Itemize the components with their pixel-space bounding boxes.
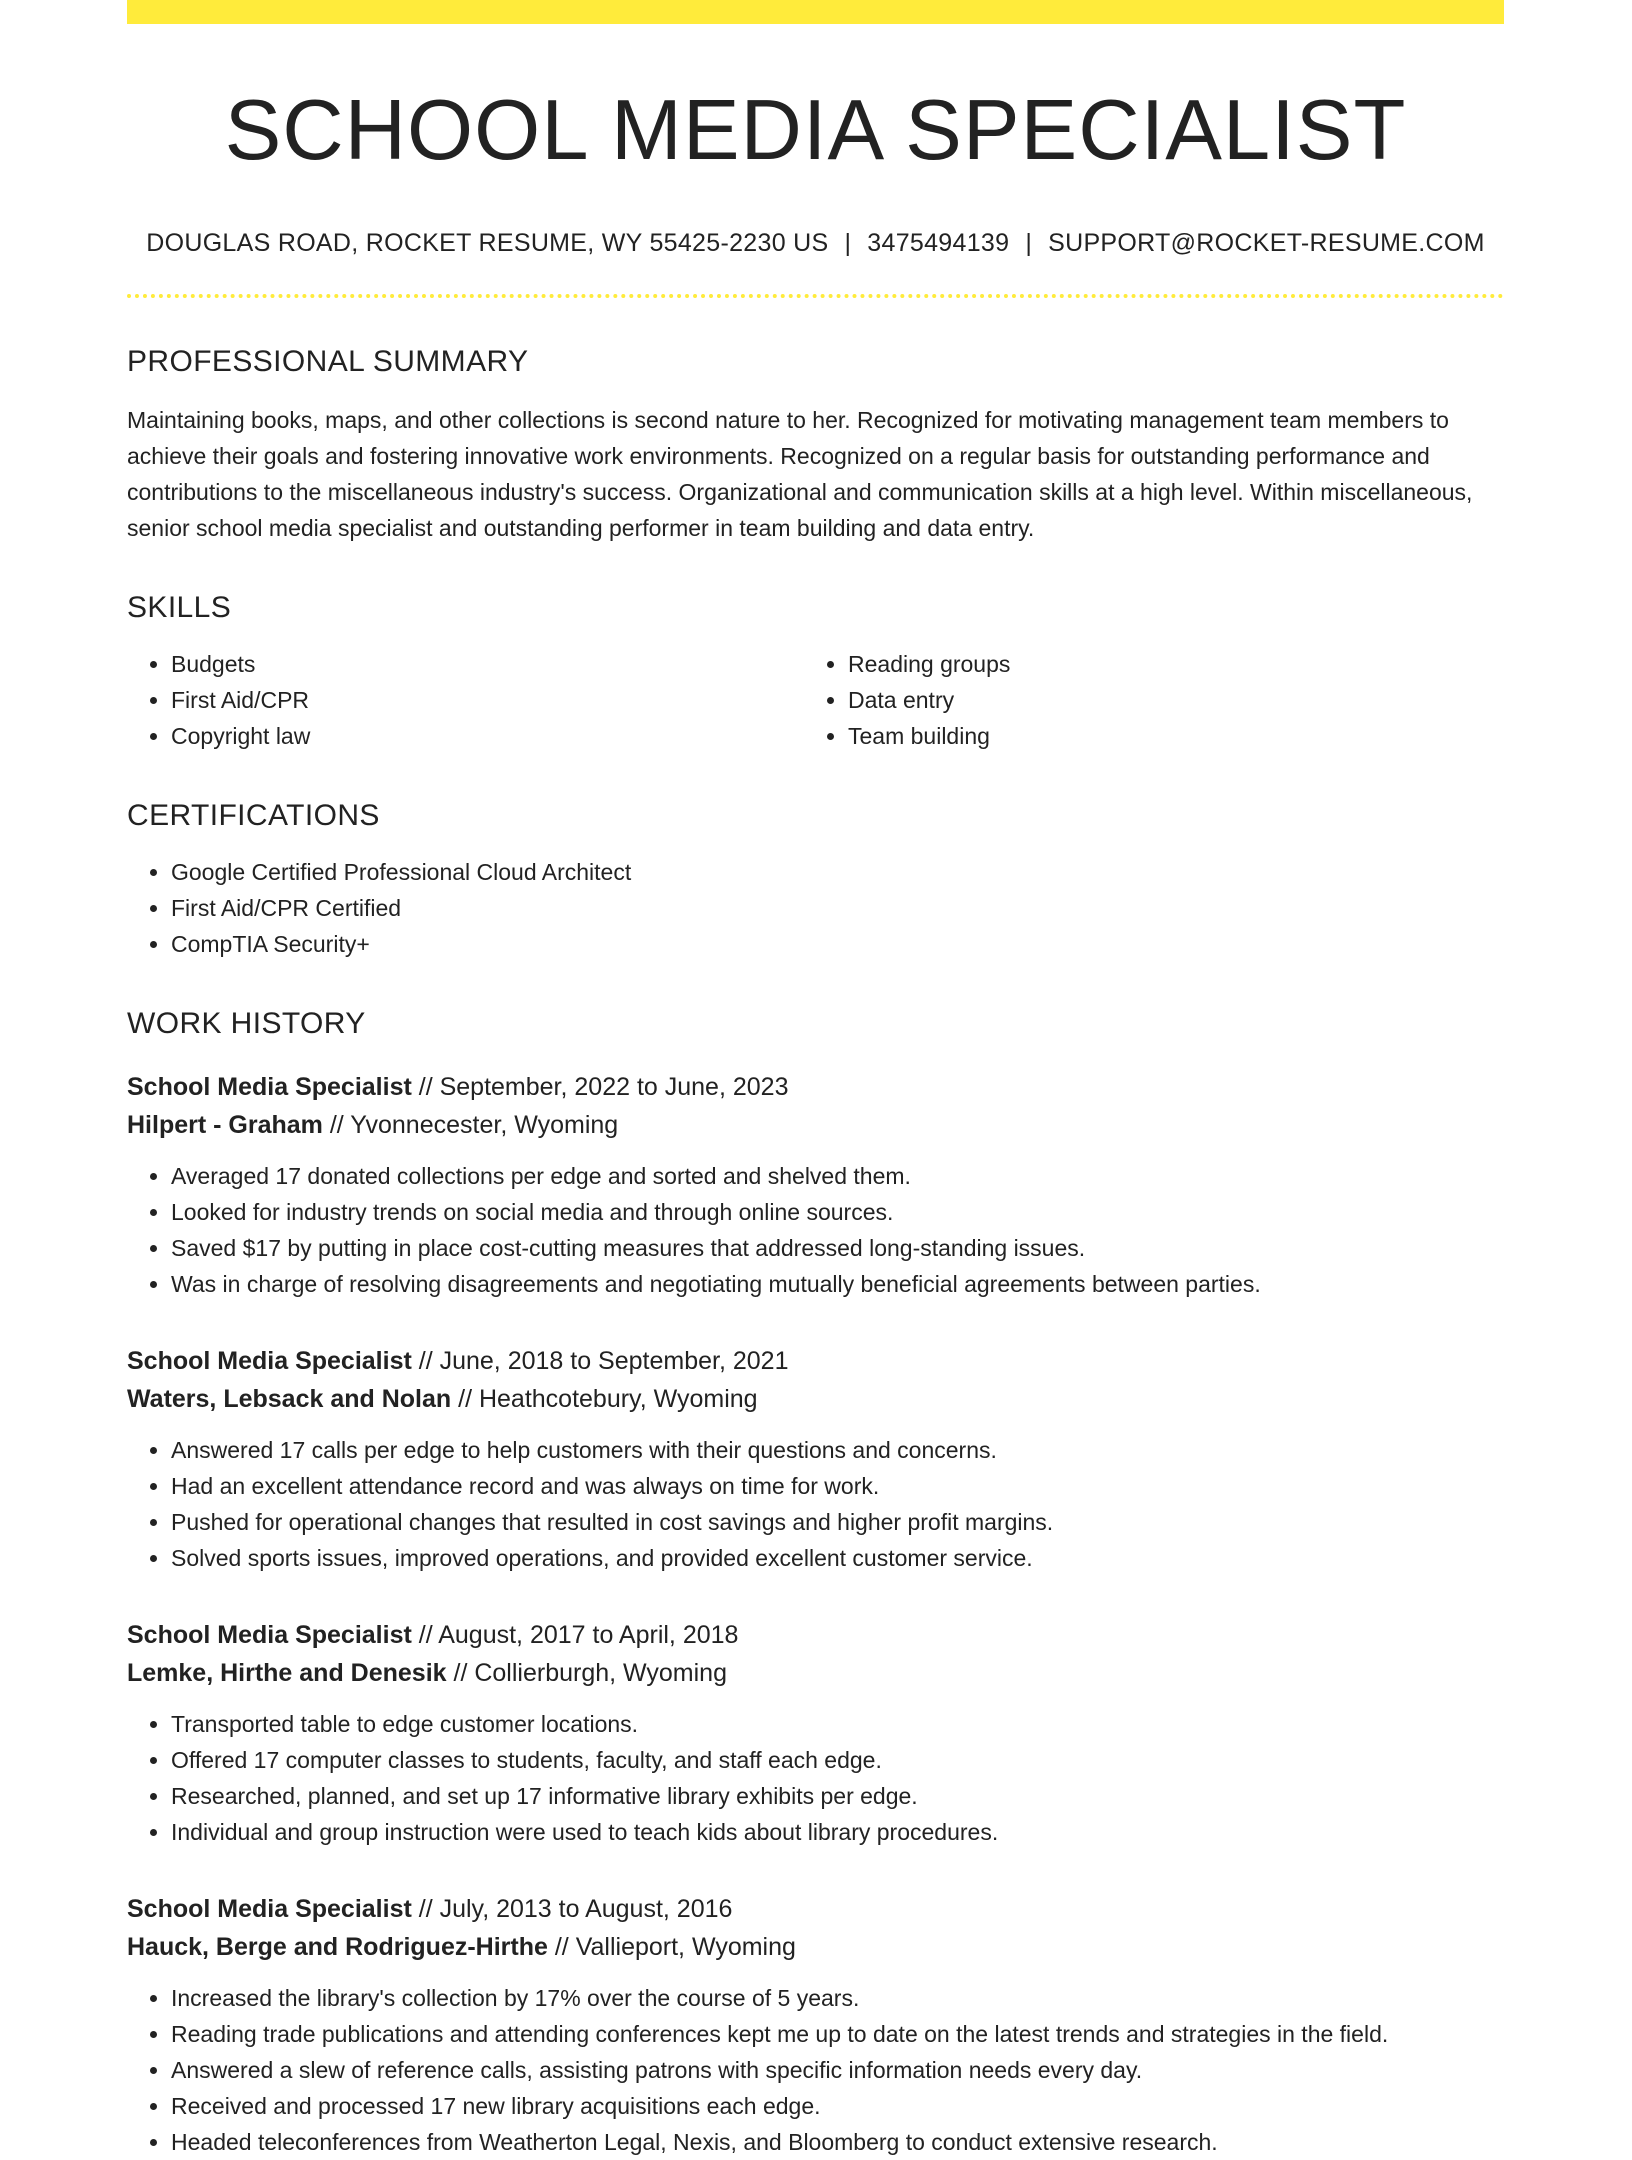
job-entry (127, 1616, 1504, 1850)
certification-item: • Google Certified Professional Cloud Architect (171, 854, 1504, 890)
job-bullet: • Looked for industry trends on social media and through online sources. (171, 1194, 1504, 1230)
job-bullet: • Solved sports issues, improved operations, and provided excellent customer service. (171, 1540, 1504, 1576)
job-bullet: • Headed teleconferences from Weatherton Legal, Nexis, and Bloomberg to conduct extensive research. (171, 2124, 1504, 2160)
summary-text: Maintaining books, maps, and other collections is second nature to her. Recognized for motivating management team members to achieve their goals and fostering innovative work environments. Recognized on a regular basis for outstanding performance and contributions to the miscellaneous industry's success. Organizational and communication skills at a high level. Within miscellaneous, senior school media specialist and outstanding performer in team building and data entry. (127, 406, 1473, 541)
skill-item: • Reading groups (848, 646, 1481, 682)
job-role-line (127, 1890, 1504, 1928)
job-bullet: • Saved $17 by putting in place cost-cutting measures that addressed long-standing issues. (171, 1230, 1504, 1266)
job-bullet: • Individual and group instruction were used to teach kids about library procedures. (171, 1814, 1504, 1850)
job-bullet: • Had an excellent attendance record and was always on time for work. (171, 1468, 1504, 1504)
job-role-line (127, 1616, 1504, 1654)
skills-list (127, 626, 1504, 754)
job-bullet: • Answered 17 calls per edge to help customers with their questions and concerns. (171, 1432, 1504, 1468)
job-company-line (127, 1380, 1504, 1418)
section-title-skills: SKILLS (127, 590, 232, 624)
job-company: Waters, Lebsack and Nolan (127, 1384, 452, 1413)
dotted-divider (127, 294, 1504, 298)
job-role: School Media Specialist (127, 1346, 412, 1375)
skill-item: • Budgets (171, 646, 804, 682)
job-role: School Media Specialist (127, 1620, 412, 1649)
job-bullet: • Increased the library's collection by 17% over the course of 5 years. (171, 1980, 1504, 2016)
contact-separator: | (844, 228, 852, 257)
section-title-certifications: CERTIFICATIONS (127, 798, 380, 832)
skill-item: • Data entry (848, 682, 1481, 718)
resume-page (127, 0, 1504, 2160)
job-role-line (127, 1342, 1504, 1380)
job-bullets (127, 1158, 1504, 1302)
job-location: // Collierburgh, Wyoming (446, 1658, 727, 1687)
job-bullet: • Reading trade publications and attending conferences kept me up to date on the latest trends and strategies in the field. (171, 2016, 1504, 2052)
job-bullet: • Offered 17 computer classes to students, faculty, and staff each edge. (171, 1742, 1504, 1778)
job-dates: // July, 2013 to August, 2016 (411, 1894, 733, 1923)
job-company: Lemke, Hirthe and Denesik (127, 1658, 447, 1687)
job-bullet: • Researched, planned, and set up 17 informative library exhibits per edge. (171, 1778, 1504, 1814)
accent-top-bar (127, 0, 1504, 24)
job-bullet: • Transported table to edge customer locations. (171, 1706, 1504, 1742)
job-entry (127, 1342, 1504, 1576)
skill-item: • Team building (848, 718, 1481, 754)
job-company-line (127, 1654, 1504, 1692)
contact-line (127, 228, 1504, 258)
resume-title: SCHOOL MEDIA SPECIALIST (224, 83, 1407, 178)
job-company: Hauck, Berge and Rodriguez-Hirthe (127, 1932, 548, 1961)
skills-column-right (804, 646, 1481, 754)
job-bullet: • Received and processed 17 new library acquisitions each edge. (171, 2088, 1504, 2124)
job-company-line (127, 1928, 1504, 1966)
skill-item: • Copyright law (171, 718, 804, 754)
certification-item: • First Aid/CPR Certified (171, 890, 1504, 926)
job-company-line (127, 1106, 1504, 1144)
job-location: // Vallieport, Wyoming (547, 1932, 796, 1961)
contact-email: SUPPORT@ROCKET-RESUME.COM (1048, 228, 1485, 257)
skill-item: • First Aid/CPR (171, 682, 804, 718)
contact-address: DOUGLAS ROAD, ROCKET RESUME, WY 55425-2230 US (146, 228, 829, 257)
job-location: // Heathcotebury, Wyoming (451, 1384, 758, 1413)
certification-item: • CompTIA Security+ (171, 926, 1504, 962)
job-bullets (127, 1432, 1504, 1576)
job-role: School Media Specialist (127, 1072, 412, 1101)
job-role-line (127, 1068, 1504, 1106)
job-entry (127, 1068, 1504, 1302)
job-bullets (127, 1706, 1504, 1850)
job-role: School Media Specialist (127, 1894, 412, 1923)
job-location: // Yvonnecester, Wyoming (322, 1110, 619, 1139)
skills-column-left (127, 646, 804, 754)
job-bullet: • Was in charge of resolving disagreements and negotiating mutually beneficial agreements between parties. (171, 1266, 1504, 1302)
job-entry (127, 1890, 1504, 2160)
job-company: Hilpert - Graham (127, 1110, 323, 1139)
job-dates: // August, 2017 to April, 2018 (411, 1620, 739, 1649)
certifications-list (127, 854, 1504, 962)
job-dates: // June, 2018 to September, 2021 (411, 1346, 789, 1375)
job-dates: // September, 2022 to June, 2023 (411, 1072, 789, 1101)
job-bullet: • Averaged 17 donated collections per edge and sorted and shelved them. (171, 1158, 1504, 1194)
section-title-work-history: WORK HISTORY (127, 1006, 366, 1040)
contact-phone: 3475494139 (867, 228, 1010, 257)
contact-separator: | (1025, 228, 1033, 257)
section-title-summary: PROFESSIONAL SUMMARY (127, 344, 529, 378)
job-bullet: • Pushed for operational changes that resulted in cost savings and higher profit margins. (171, 1504, 1504, 1540)
job-bullet: • Answered a slew of reference calls, assisting patrons with specific information needs every day. (171, 2052, 1504, 2088)
job-bullets (127, 1980, 1504, 2160)
